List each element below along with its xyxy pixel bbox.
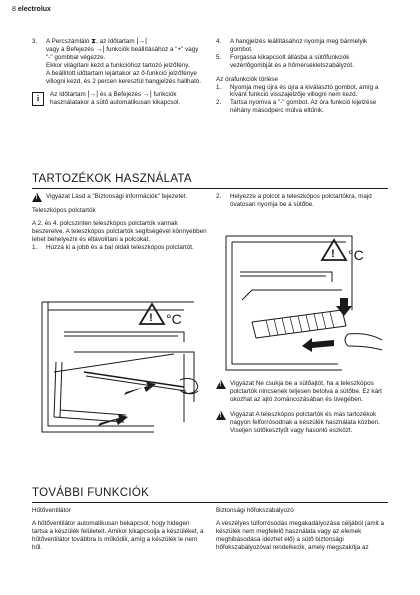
delete-step-2: 2. Tartsa nyomva a "-" gombot. Az óra funkció kijelzése néhány másodperc múlva eltűnik.	[216, 99, 377, 115]
warning-icon	[216, 380, 226, 389]
step-3: 3. A Percszámláló ⧗, az Időtartam |→| vagy a Befejezés →| funkciók beállításához a "+" vagy "-" gombbal végezze. Ekkor világítani kezd a funkcióhoz tartozó jelzőfény. A beállított időtartam lejártakor az ő-funkció jelzőfénye villogni kezd, és 2 percen keresztül hangjelzés hallható.	[32, 38, 202, 85]
accessories-right	[216, 193, 384, 209]
svg-text:!: !	[331, 248, 335, 260]
warning-icon	[32, 193, 42, 202]
safety-thermostat-heading: Biztonsági hőfokszabályozó	[216, 507, 294, 514]
accessory-step-1: 1. Húzza ki a jobb és a bal oldali teleszkópos polctartót.	[32, 243, 194, 251]
shelf-insertion-illustration	[222, 230, 390, 378]
telescopic-heading: Teleszkópos polctartók	[32, 206, 96, 214]
cooling-fan-section	[32, 507, 207, 552]
svg-text:!: !	[149, 312, 153, 324]
duration-icon: |→|	[87, 91, 99, 99]
telescopic-body: A 2. és 4. polcszinten teleszkópos polctartók vannak beszerelve. A teleszkópos polctartók segítségével könnyebben lehet behelyezni és eltávolítani a polcokat.	[32, 219, 207, 243]
end-time-icon: →|	[142, 91, 152, 99]
cooling-fan-heading: Hűtőventilátor	[32, 507, 71, 514]
temperature-symbol: °C	[348, 247, 364, 263]
duration-icon: |→|	[136, 38, 147, 45]
step-4: 4. A hangjelzés leállításához nyomja meg bármelyik gombot.	[216, 38, 368, 53]
clock-delete-heading: Az órafunkciók törlése	[216, 75, 278, 83]
warning-icon	[216, 411, 226, 420]
hot-surface-warning-icon	[140, 304, 164, 324]
accessory-step-2: 2. Helyezze a polcot a teleszkópos polctartókra, majd óvatosan nyomja be a sütőbe.	[216, 193, 372, 208]
cooling-fan-body: A hűtőventilátor automatikusan bekapcsol, hogy hidegen tartsa a készülék felületeit. Amikor kikapcsolja a készüléket, a hűtőventilátor továbbra is működik, amíg a készülék le nem hűl.	[32, 519, 204, 551]
page-number: 8	[12, 6, 16, 13]
minute-minder-icon: ⧗	[91, 38, 97, 45]
clock-steps-left	[32, 38, 204, 107]
safety-thermostat-body: A veszélyes túlforrósodás megakadályozása céljából (amit a készülék nem megfelelő használata vagy az elemek meghibásodása idézhet elő) a sütő biztonsági hőfokszabályozóval rendelkezik, amely megszakítja az	[216, 519, 385, 551]
step-5: 5. Forgassa kikapcsolt állásba a sütőfunkciók vezérlőgombját és a hőmérsékletszabályzót.	[216, 53, 354, 69]
warning-door: ! Vigyázat Ne csukja be a sütőajtót, ha a teleszkópos polctartók nincsenek teljesen betolva a sütőbe. Ez kárt okozhat az ajtó zománcozásában és üvegében.	[216, 380, 384, 404]
section-title-additional: TOVÁBBI FUNKCIÓK	[32, 487, 150, 499]
warning-safety: ! Vigyázat Lásd a "Biztonsági információk" fejezetet.	[32, 193, 207, 201]
accessories-warnings	[216, 380, 384, 434]
temperature-symbol: °C	[166, 311, 182, 327]
info-icon: i	[32, 92, 44, 106]
safety-thermostat-section	[216, 507, 386, 552]
telescopic-runners-illustration	[34, 292, 209, 447]
section-title-accessories: TARTOZÉKOK HASZNÁLATA	[32, 173, 192, 185]
section-rule	[32, 188, 388, 189]
info-note: i Az Időtartam |→| és a Befejezés →| funkciók használatakor a sütő automatikusan kikapcsol.	[32, 91, 204, 107]
warning-hot-accessories: ! Vigyázat A teleszkópos polctartók és más tartozékok nagyon felforrósodnak a készülék használata közben. Viseljen sütőkesztyűt vagy hasonló eszközt.	[216, 411, 384, 435]
section-rule	[32, 502, 388, 503]
clock-steps-right	[216, 38, 386, 115]
brand-name: electrolux	[17, 6, 51, 13]
accessories-left	[32, 193, 207, 251]
delete-step-1: 1. Nyomja meg újra és újra a kiválasztó gombot, amíg a kívánt funkció visszajelzője villogni nem kezd.	[216, 83, 379, 99]
end-time-icon: →|	[95, 45, 105, 53]
hot-surface-warning-icon	[322, 240, 346, 260]
page-header	[12, 6, 51, 13]
